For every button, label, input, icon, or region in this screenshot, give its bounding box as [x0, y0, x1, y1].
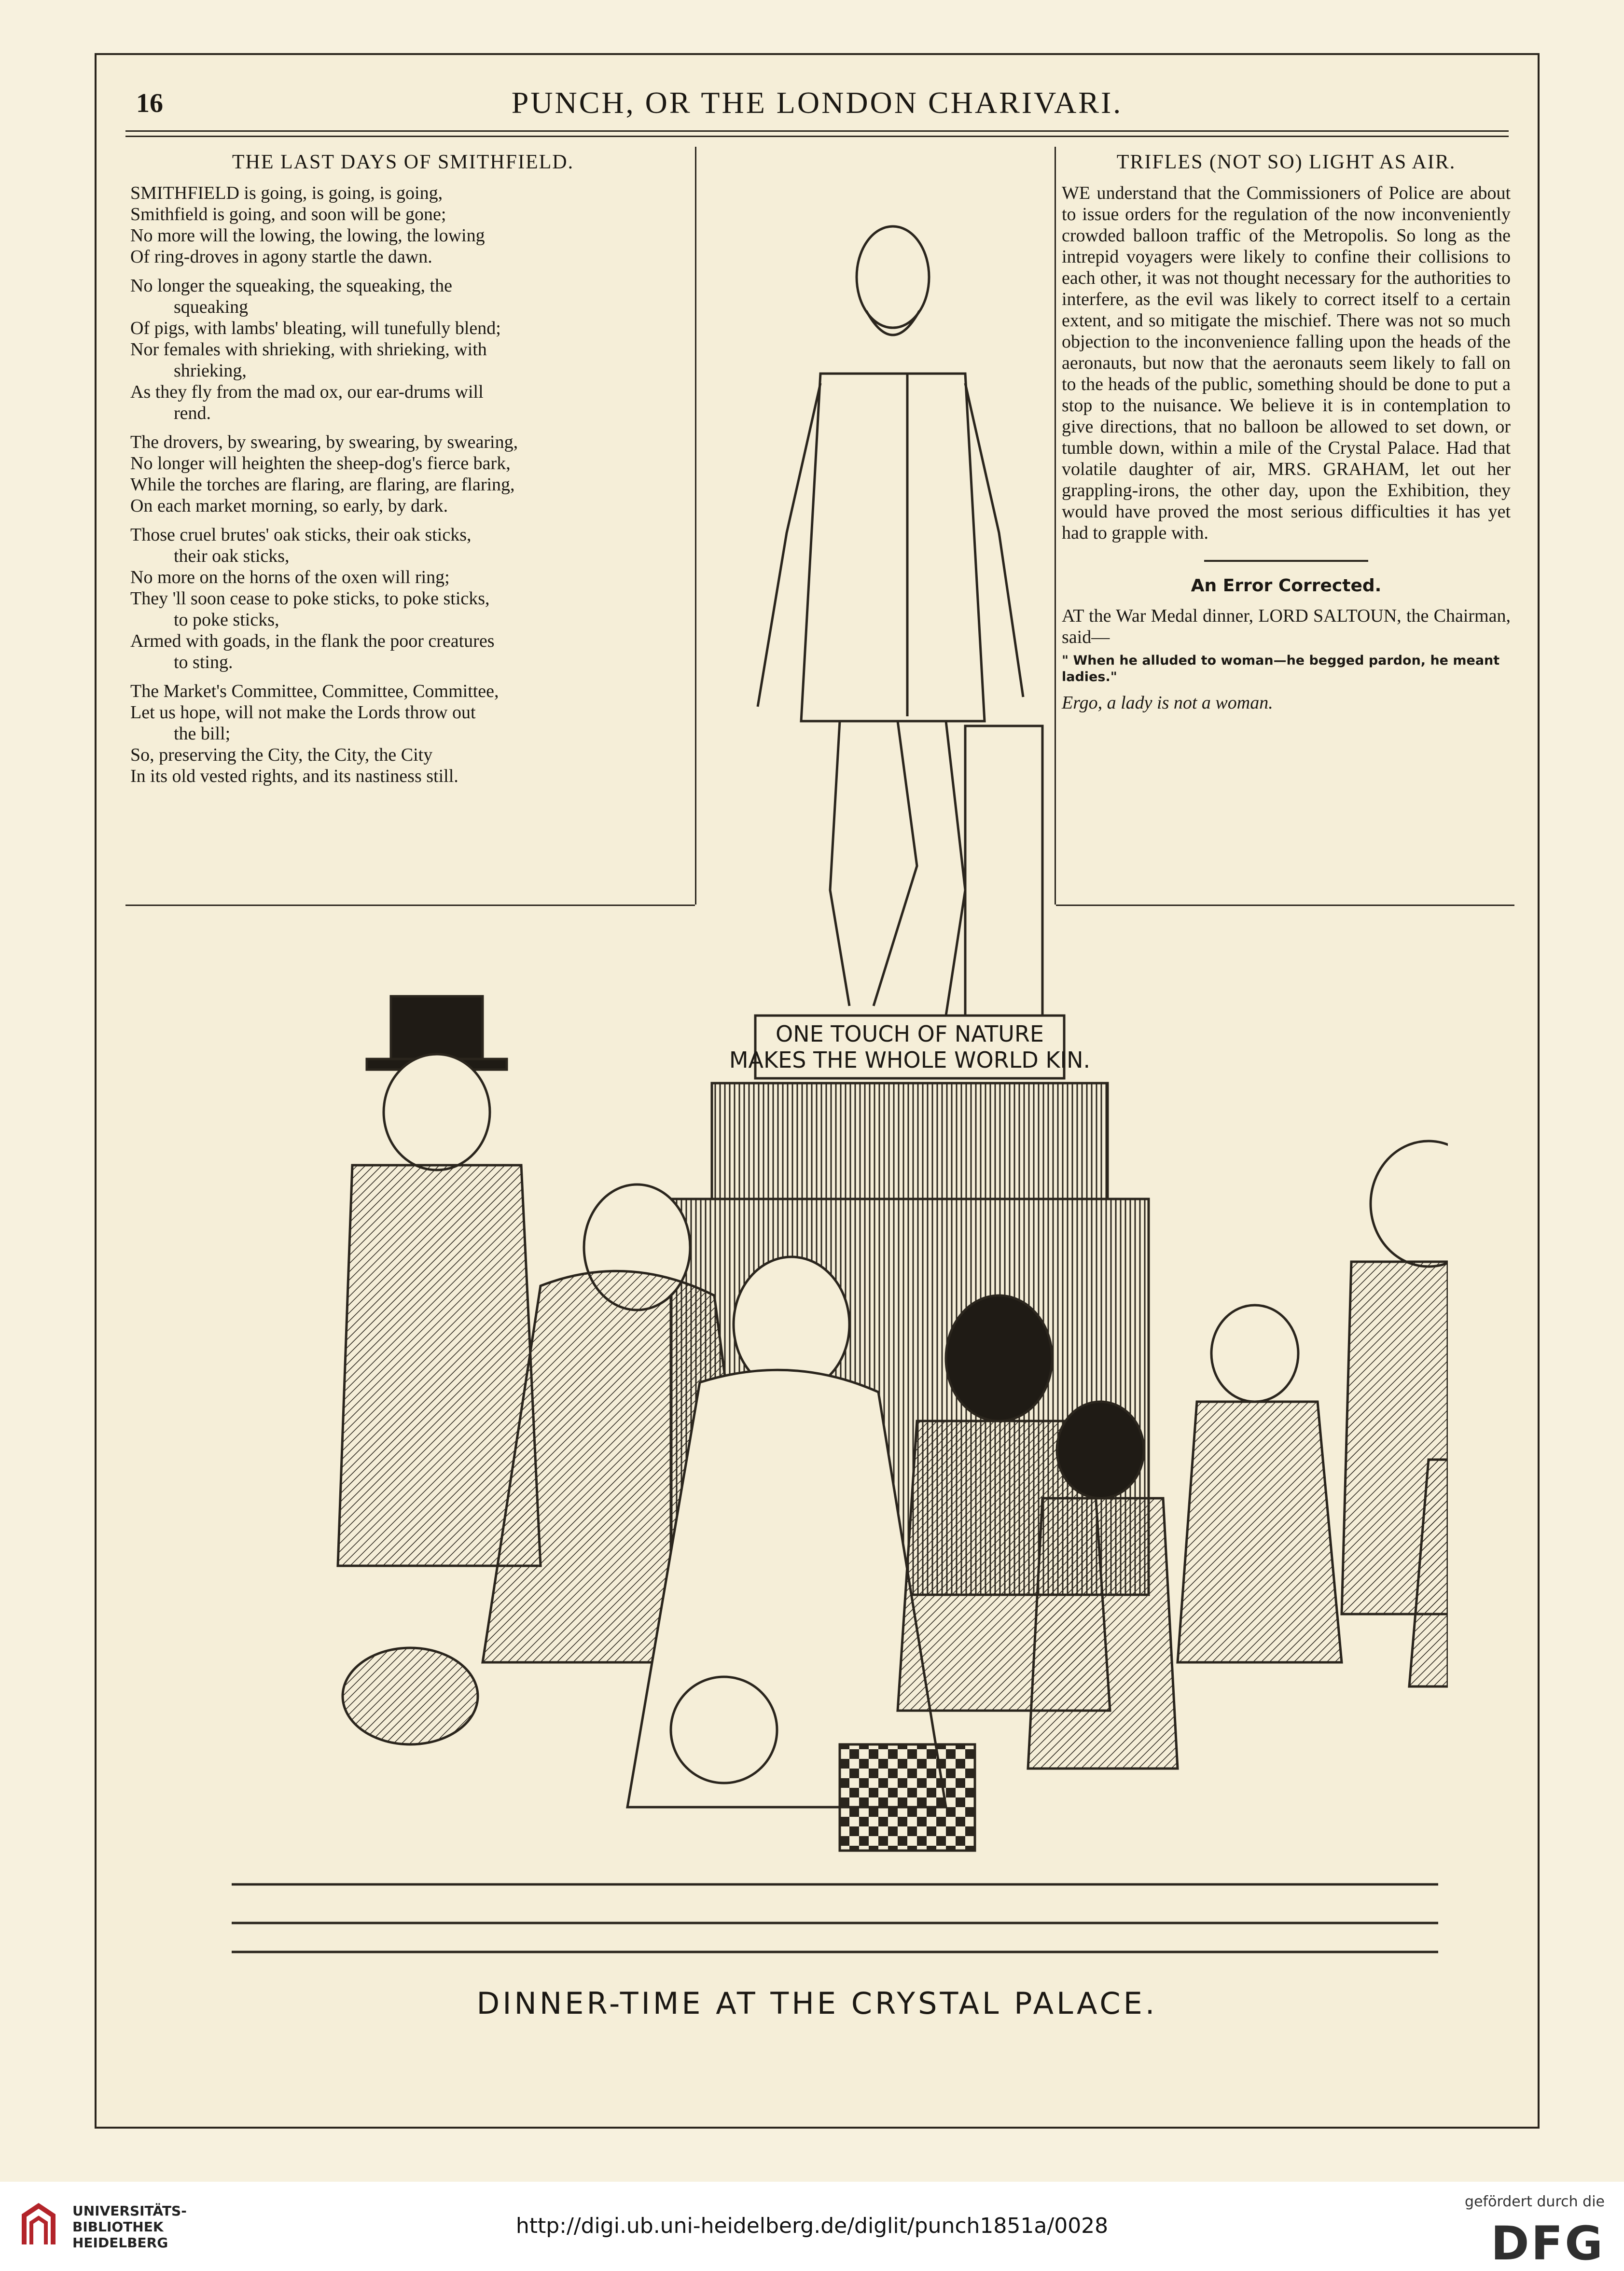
floor	[232, 1884, 1438, 1952]
checkered-basket	[840, 1744, 975, 1851]
poem-line: No longer will heighten the sheep-dog's fierce bark,	[130, 453, 511, 474]
header-rule	[125, 130, 1509, 137]
masthead	[97, 74, 1538, 127]
shakespeare-statue	[758, 226, 1042, 1025]
poem-line: Smithfield is going, and soon will be gone;	[130, 204, 446, 224]
poem-line: Of ring-droves in agony startle the dawn.	[130, 247, 432, 267]
poem-line: In its old vested rights, and its nastiness still.	[130, 766, 458, 786]
illustration-caption: DINNER-TIME AT THE CRYSTAL PALACE.	[476, 1986, 1158, 2021]
pedestal-inscription-line-1: ONE TOUCH OF NATURE	[776, 1021, 1044, 1047]
poem-line: SMITHFIELD is going, is going, is going,	[130, 183, 443, 203]
sub-article-body: AT the War Medal dinner, LORD SALTOUN, the Chairman, said—	[1062, 606, 1511, 647]
poem-line: Let us hope, will not make the Lords throw out	[130, 702, 476, 723]
pedestal-inscription-line-2: MAKES THE WHOLE WORLD KIN.	[729, 1047, 1091, 1073]
wicker-basket	[343, 1648, 478, 1744]
poem-line: the bill;	[174, 724, 231, 744]
poem-line: Nor females with shrieking, with shrieking, with	[130, 339, 487, 360]
poem-line: No more will the lowing, the lowing, the lowing	[130, 225, 485, 246]
sponsor-label: gefördert durch die	[1465, 2193, 1605, 2210]
journal-page	[95, 53, 1540, 2129]
digitization-footer	[0, 2182, 1624, 2271]
quoted-remark: " When he alluded to woman—he begged pardon, he meant ladies."	[1062, 653, 1500, 684]
poem-line: Those cruel brutes' oak sticks, their oak sticks,	[130, 525, 472, 545]
poem-line: As they fly from the mad ox, our ear-drums will	[130, 382, 484, 402]
poem-title: THE LAST DAYS OF SMITHFIELD.	[232, 151, 574, 173]
poem-line: shrieking,	[174, 361, 247, 381]
page-number: 16	[136, 88, 163, 118]
poem-line: rend.	[174, 403, 211, 423]
poem-line: squeaking	[174, 297, 249, 317]
library-name-line: BIBLIOTHEK	[72, 2219, 164, 2235]
poem-line: The Market's Committee, Committee, Committee,	[130, 681, 499, 701]
poem-line: The drovers, by swearing, by swearing, by swearing,	[130, 432, 518, 452]
sub-article-title: An Error Corrected.	[1191, 576, 1382, 596]
source-url-link[interactable]: http://digi.ub.uni-heidelberg.de/diglit/punch1851a/0028	[515, 2214, 1109, 2238]
poem-line: to poke sticks,	[174, 610, 279, 630]
library-name-line: HEIDELBERG	[72, 2235, 168, 2251]
poem-line: While the torches are flaring, are flaring, are flaring,	[130, 474, 515, 495]
cartoon-illustration	[193, 166, 1448, 1962]
journal-title: PUNCH, OR THE LONDON CHARIVARI.	[511, 85, 1123, 120]
conclusion: Ergo, a lady is not a woman.	[1062, 693, 1273, 713]
poem-line: to sting.	[174, 652, 233, 672]
article-title: TRIFLES (NOT SO) LIGHT AS AIR.	[1116, 151, 1456, 173]
poem-line: No longer the squeaking, the squeaking, the	[130, 276, 452, 296]
poem-line: So, preserving the City, the City, the City	[130, 745, 433, 765]
poem-line: No more on the horns of the oxen will ring;	[130, 567, 450, 587]
dfg-logo: DFG	[1490, 2216, 1605, 2271]
poem-line: Armed with goads, in the flank the poor creatures	[130, 631, 495, 651]
library-name-line: UNIVERSITÄTS-	[72, 2203, 187, 2219]
poem-line: their oak sticks,	[174, 546, 290, 566]
poem-line: Of pigs, with lambs' bleating, will tunefully blend;	[130, 318, 501, 338]
article-body: WE understand that the Commissioners of Police are about to issue orders for the regulation of the now inconveniently crowded balloon traffic of the Metropolis. So long as the intrepid voyagers were likely to confine their collisions to each other, it was not thought necessary for the authorities to interfere, as the evil was likely to correct itself to a certain extent, and so mitigate the mischief. There was not so much objection to the inconvenience falling upon the heads of the aeronauts, but now that the aeronauts seem likely to fall on to the heads of the public, something should be done to put a stop to the nuisance. We believe it is in contemplation to give directions, that no balloon be allowed to set down, or tumble down, within a mile of the Crystal Palace. Had that volatile daughter of air, MRS. GRAHAM, let out her grappling-irons, the other day, upon the Exhibition, they would have proved the most serious difficulties it has yet had to grapple with.	[1062, 183, 1511, 543]
poem-line: They 'll soon cease to poke sticks, to poke sticks,	[130, 588, 490, 609]
poem-line: On each market morning, so early, by dark.	[130, 496, 448, 516]
